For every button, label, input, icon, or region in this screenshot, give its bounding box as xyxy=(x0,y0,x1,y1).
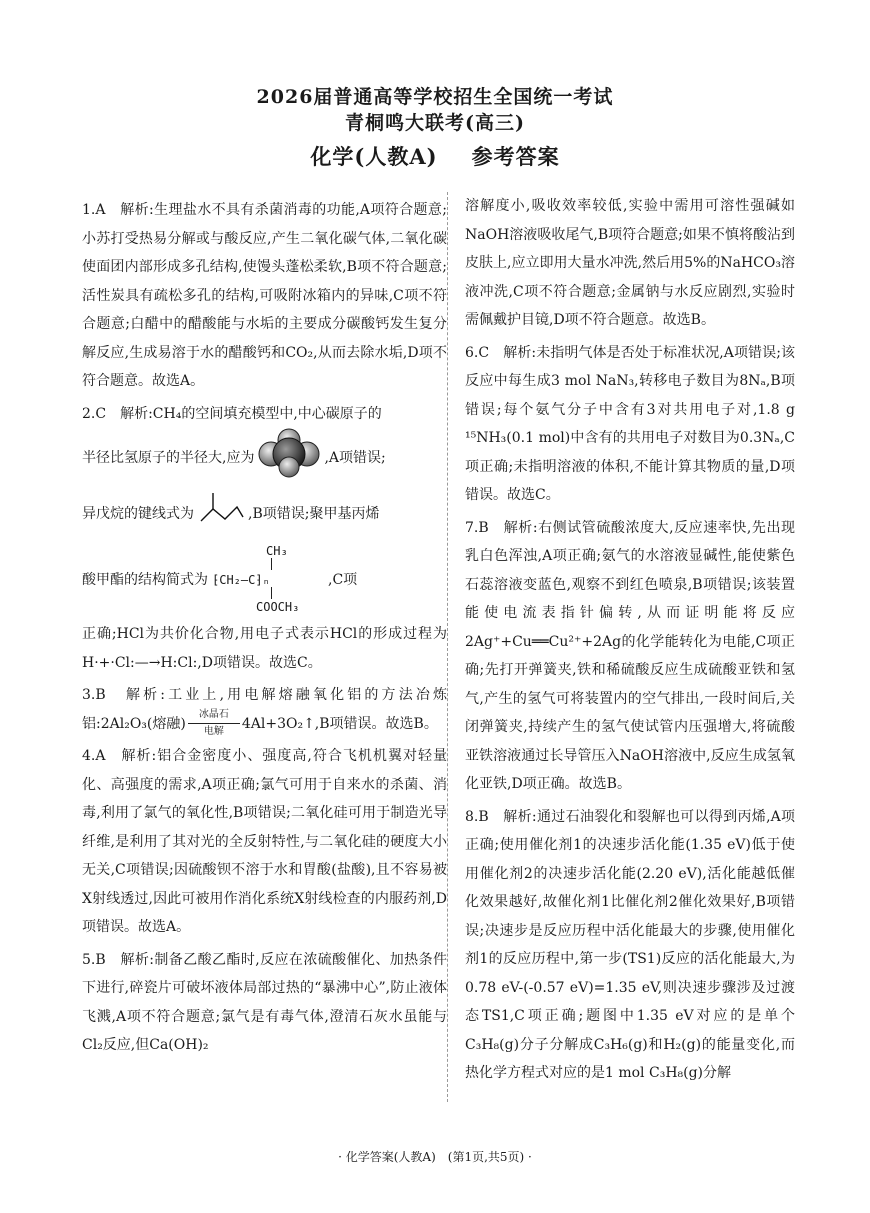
pmma-ester: COOCH₃ xyxy=(256,600,300,614)
answer-3-text-b: 4Al+3O₂↑,B项错误。故选B。 xyxy=(241,715,438,732)
answer-4: 4.A 解析:铝合金密度小、强度高,符合飞机机翼对轻量化、高强度的需求,A项正确;氯气可用于自来水的杀菌、消毒,利用了氯气的氧化性,B项错误;二氧化硅可用于制造光导纤维,是利用了其对光的全反射特性,与二氧化硅的硬度大小无关,C项错误;因硫酸钡不溶于水和胃酸(盐酸),且不容易被X射线透过,因此可被用作消化系统X射线检查的内服药剂,D项错误。故选A。 xyxy=(82,748,447,935)
answer-5: 5.B 解析:制备乙酸乙酯时,反应在浓硫酸催化、加热条件下进行,碎瓷片可破坏液体局部过热的“暴沸中心”,防止液体飞溅,A项不符合题意;氯气是有毒气体,澄清石灰水虽能与Cl₂反应,但Ca(OH)₂ xyxy=(82,951,447,1053)
answer-2-text-f: ,C项 xyxy=(328,571,358,588)
exam-title: 2026届普通高等学校招生全国统一考试 xyxy=(256,86,614,108)
answer-8: 8.B 解析:通过石油裂化和裂解也可以得到丙烯,A项正确;使用催化剂1的决速步活化能(1.35 eV)低于使用催化剂2的决速步活化能(2.20 eV),活化能越低催化效果越好,故催化剂1比催化剂2催化效果好,B项错误;决速步是反应历程中活化能最大的步骤,使用催化剂1的反应历程中,第一步(TS1)反应的活化能最大,为0.78 eV-(-0.57 eV)=1.35 eV,则决速步骤涉及过渡态TS1,C项正确;题图中1.35 eV对应的是单个C₃H₈(g)分子分解成C₃H₆(g)和H₂(g)的能量变化,而热化学方程式对应的是1 mol C₃H₈(g)分解 xyxy=(465,808,795,1081)
answer-2-line-1: 2.C 解析:CH₄的空间填充模型中,中心碳原子的 xyxy=(82,405,382,422)
answer-2-text-d: ,B项错误;聚甲基丙烯 xyxy=(248,505,380,522)
answer-2-line-5: 正确;HCl为共价化合物,用电子式表示HCl的形成过程为H·+·Cl:—→H:Cl:,D项错误。故选C。 xyxy=(82,626,447,671)
answer-2-text-a: 半径比氢原子的半径大,应为 xyxy=(82,449,255,466)
isopentane-skeletal-formula-icon xyxy=(197,491,245,538)
reaction-arrow xyxy=(186,708,242,737)
pmma-structure xyxy=(208,544,328,616)
arrow-condition-bottom: 电解 xyxy=(203,725,224,737)
answer-2 xyxy=(82,400,447,678)
column-divider xyxy=(447,192,448,1102)
page-footer: · 化学答案(人教A) (第1页,共5页) · xyxy=(338,1150,532,1164)
subject-title xyxy=(0,142,870,172)
answer-3-text-a: 3.B 解析:工业上,用电解熔融氧化铝的方法冶炼铝:2Al₂O₃(熔融) xyxy=(82,687,447,732)
answer-2-text-c: 异戊烷的键线式为 xyxy=(82,505,194,522)
document-header xyxy=(0,84,870,172)
exam-subtitle: 青桐鸣大联考(高三) xyxy=(345,112,525,134)
answer-2-line-3 xyxy=(82,488,447,540)
methane-space-filling-model-icon xyxy=(257,428,321,489)
answer-2-line-2 xyxy=(82,428,447,488)
answer-7: 7.B 解析:右侧试管硫酸浓度大,反应速率快,先出现乳白色浑浊,A项正确;氨气的水溶液显碱性,能使紫色石蕊溶液变蓝色,观察不到红色喷泉,B项错误;该装置能使电流表指针偏转,从而证明能将反应2Ag⁺+Cu══Cu²⁺+2Ag的化学能转化为电能,C项正确;先打开弹簧夹,铁和稀硫酸反应生成硫酸亚铁和氢气,产生的氢气可将装置内的空气排出,一段时间后,关闭弹簧夹,持续产生的氢气使试管内压强增大,将硫酸亚铁溶液通过长导管压入NaOH溶液中,反应生成氢氧化亚铁,D项正确。故选B。 xyxy=(465,519,795,792)
answer-6: 6.C 解析:未指明气体是否处于标准状况,A项错误;该反应中每生成3 mol NaN₃,转移电子数目为8Nₐ,B项错误;每个氨气分子中含有3对共用电子对,1.8 g ¹⁵NH₃(0.1 mol)中含有的共用电子对数目为0.3Nₐ,C项正确;未指明溶液的体积,不能计算其物质的量,D项错误。故选C。 xyxy=(465,344,795,503)
subject-name: 化学(人教A) xyxy=(310,144,438,169)
answer-2-text-e: 酸甲酯的结构简式为 xyxy=(82,571,208,588)
answer-2-line-4 xyxy=(82,540,447,620)
left-column xyxy=(82,196,447,1064)
answer-1: 1.A 解析:生理盐水不具有杀菌消毒的功能,A项符合题意;小苏打受热易分解或与酸反应,产生二氧化碳气体,二氧化碳使面团内部形成多孔结构,使馒头蓬松柔软,B项不符合题意;活性炭具有疏松多孔的结构,可吸附冰箱内的异味,C项不符合题意;白醋中的醋酸能与水垢的主要成分碳酸钙发生复分解反应,生成易溶于水的醋酸钙和CO₂,从而去除水垢,D项不符合题意。故选A。 xyxy=(82,202,447,389)
answer-5-continued: 溶解度小,吸收效率较低,实验中需用可溶性强碱如NaOH溶液吸收尾气,B项符合题意;如果不慎将酸沾到皮肤上,应立即用大量水冲洗,然后用5%的NaHCO₃溶液冲洗,C项不符合题意;金属钠与水反应剧烈,实验时需佩戴护目镜,D项不符合题意。故选B。 xyxy=(465,198,795,328)
answer-2-text-b: ,A项错误; xyxy=(324,449,386,466)
pmma-backbone: ⁅CH₂—C⁆ₙ xyxy=(212,573,270,587)
right-column xyxy=(465,192,795,1092)
answer-kind: 参考答案 xyxy=(471,144,560,169)
arrow-condition-top: 冰晶石 xyxy=(198,708,229,720)
pmma-methyl: CH₃ xyxy=(266,544,288,558)
answer-3 xyxy=(82,681,447,738)
